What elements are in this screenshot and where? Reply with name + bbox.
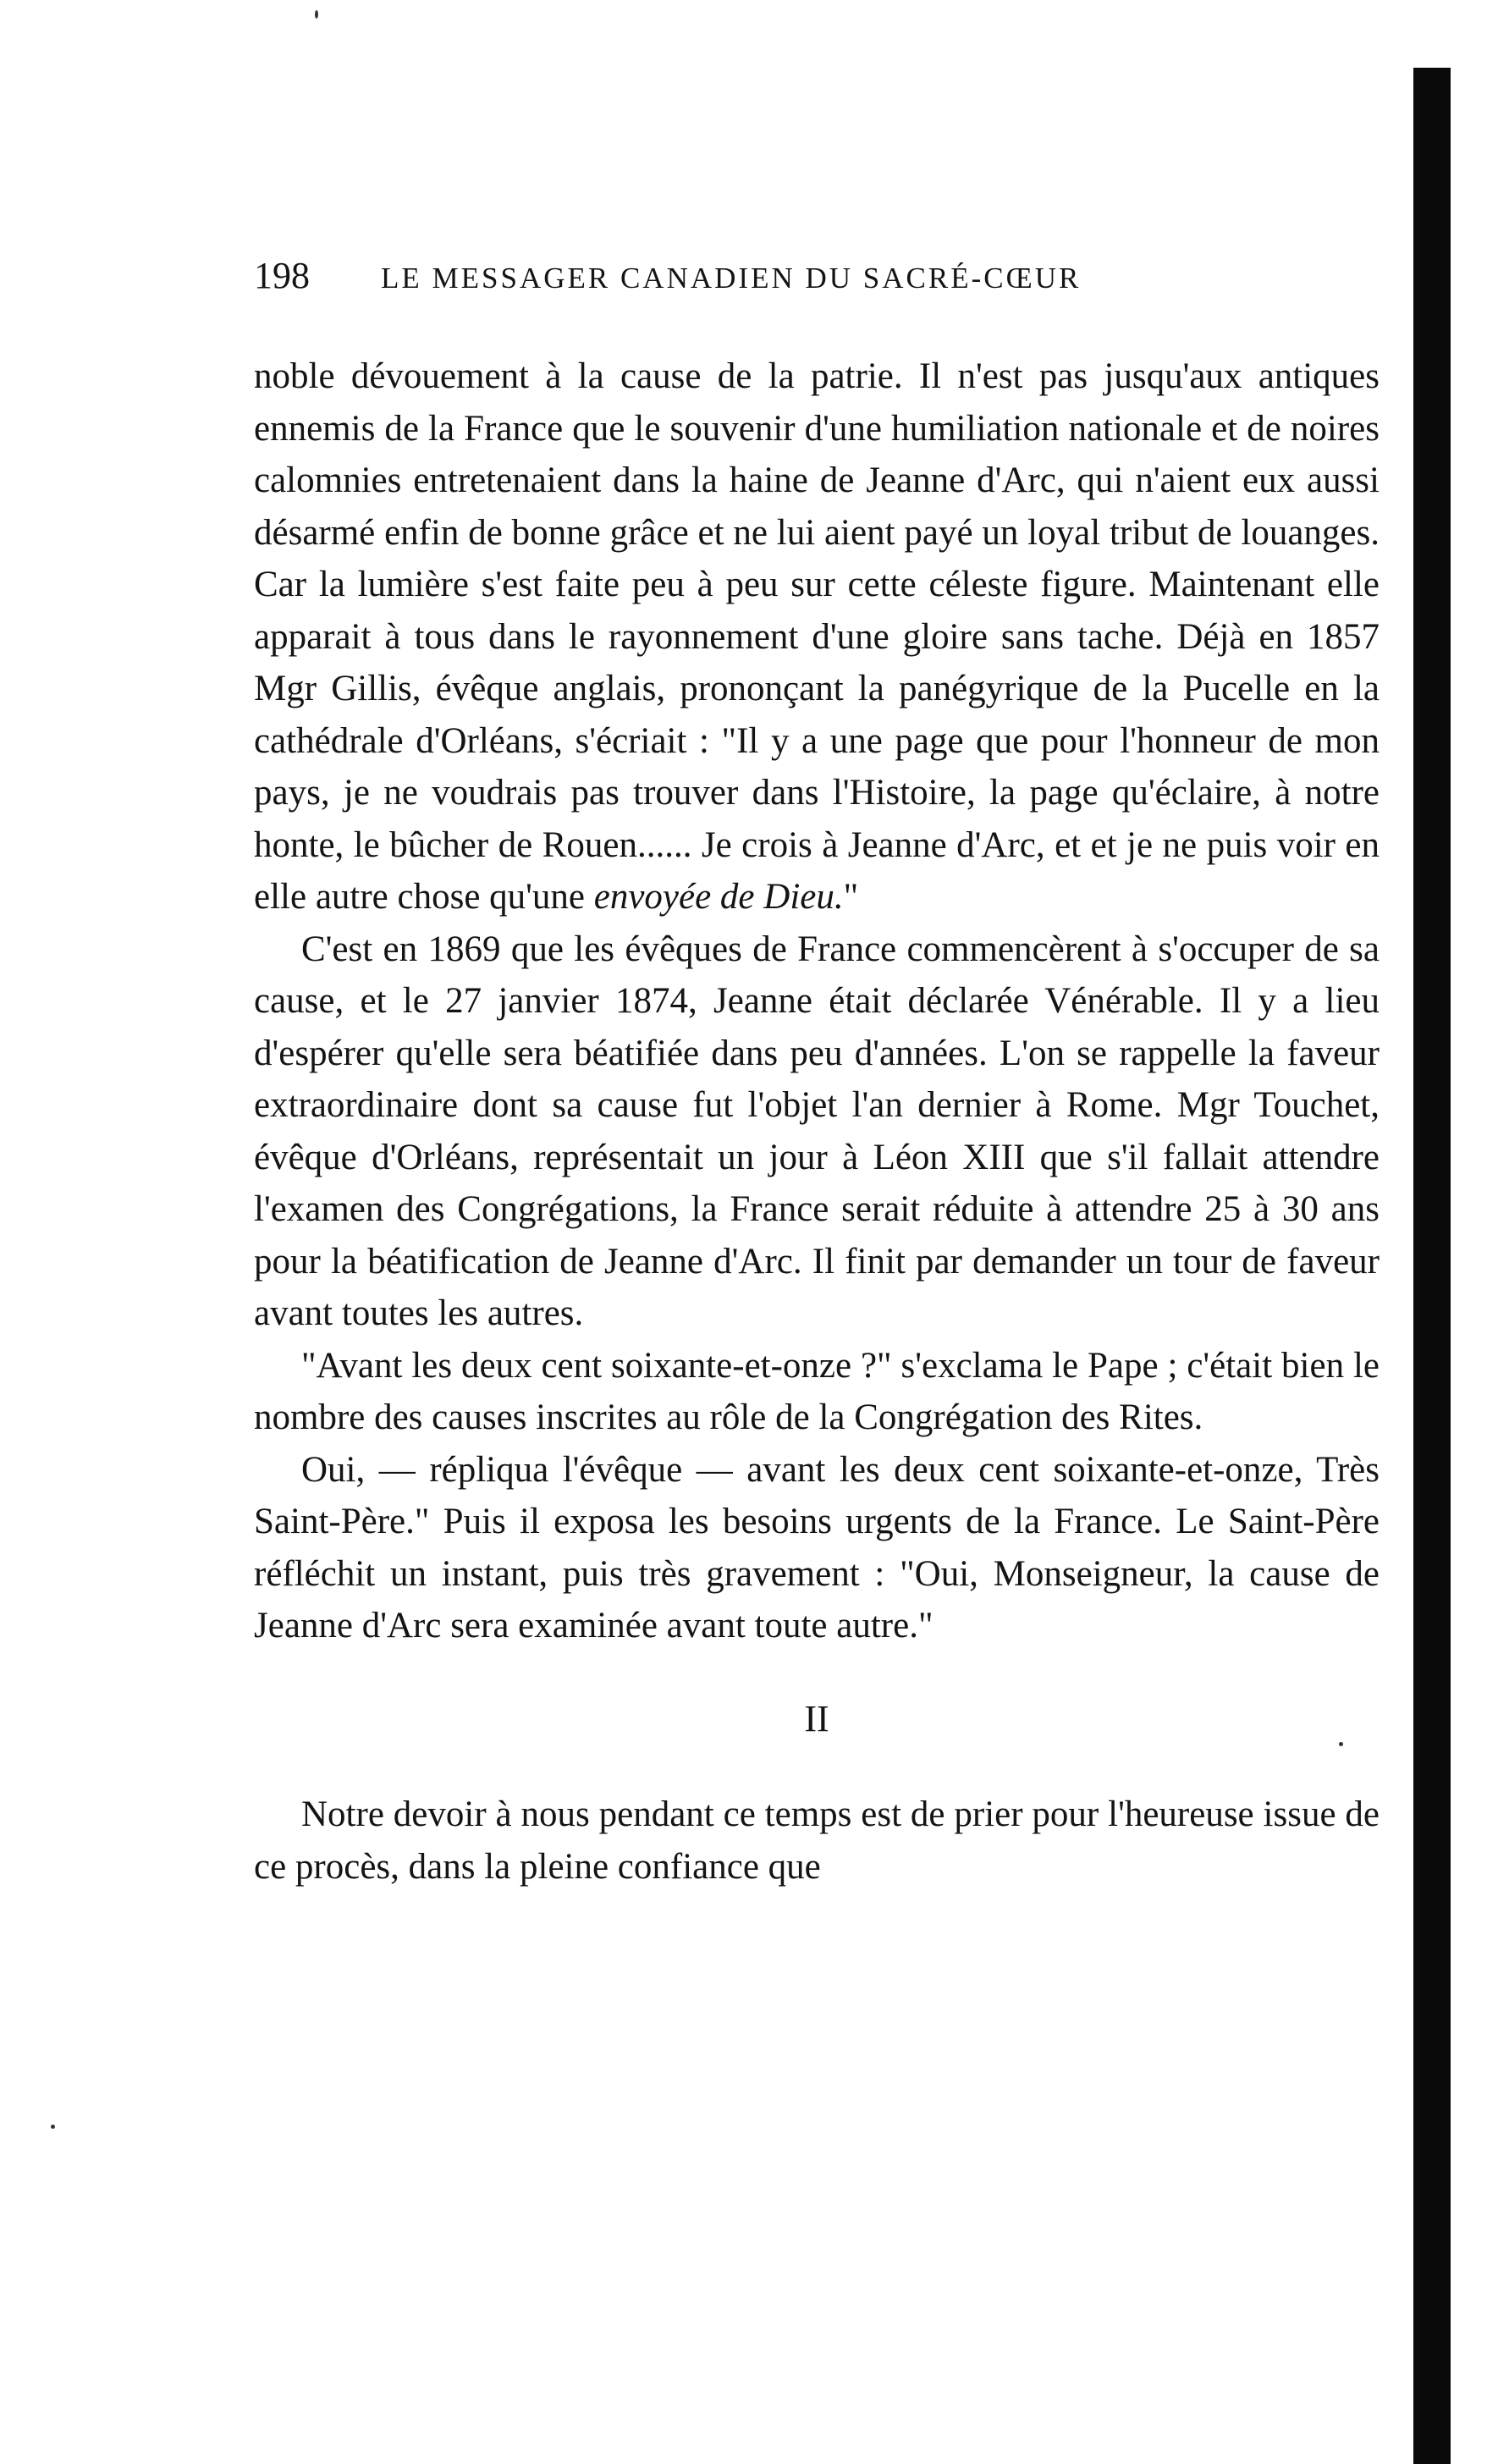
paragraph-4: Oui, — répliqua l'évêque — avant les deux cent soixante-et-onze, Très Saint-Père." Puis il exposa les besoins urgents de la France. Le Saint-Père réfléchit un instant, puis très gravement : "Oui, Monseigneur, la cause de Jeanne d'Arc sera examinée avant toute autre." (254, 1449, 1380, 1645)
book-page (254, 254, 1380, 1893)
page-header (254, 254, 1380, 313)
scan-speck (51, 2125, 55, 2129)
paragraph-1-text: noble dévouement à la cause de la patrie. Il n'est pas jusqu'aux antiques ennemis de la France que le souvenir d'une humiliation nationale et de noires calomnies entretenaient dans la haine de Jeanne d'Arc, qui n'aient eux aussi désarmé enfin de bonne grâce et ne lui aient payé un loyal tribut de louanges. Car la lumière s'est faite peu à peu sur cette céleste figure. Maintenant elle apparait à tous dans le rayonnement d'une gloire sans tache. Déjà en 1857 Mgr Gillis, évêque anglais, prononçant la panégyrique de la Pucelle en la cathédrale d'Orléans, s'écriait : "Il y a une page que pour l'honneur de mon pays, je ne voudrais pas trouver dans l'Histoire, la page qu'éclaire, à notre honte, le bûcher de Rouen...... Je crois à Jeanne d'Arc, et et je ne puis voir en elle autre chose qu'une (254, 356, 1380, 917)
paragraph-2: C'est en 1869 que les évêques de France commencèrent à s'occuper de sa cause, et le 27 janvier 1874, Jeanne était déclarée Vénérable. Il y a lieu d'espérer qu'elle sera béatifiée dans peu d'années. L'on se rappelle la faveur extraordinaire dont sa cause fut l'objet l'an dernier à Rome. Mgr Touchet, évêque d'Orléans, représentait un jour à Léon XIII que s'il fallait attendre l'examen des Congrégations, la France serait réduite à attendre 25 à 30 ans pour la béatification de Jeanne d'Arc. Il finit par demander un tour de faveur avant toutes les autres. (254, 929, 1380, 1333)
section-paragraph: Notre devoir à nous pendant ce temps est de prier pour l'heureuse issue de ce procès, dans la pleine confiance que (254, 1794, 1380, 1887)
scan-margin-bar (1413, 68, 1451, 2464)
italic-quote: envoyée de Dieu. (593, 877, 844, 917)
quote-close: " (843, 877, 859, 917)
paragraph-3: "Avant les deux cent soixante-et-onze ?" s'exclama le Pape ; c'était bien le nombre des causes inscrites au rôle de la Congrégation des Rites. (254, 1345, 1380, 1437)
scan-speck (315, 10, 318, 19)
paragraph-1 (254, 350, 1380, 923)
running-title: LE MESSAGER CANADIEN DU SACRÉ-CŒUR (381, 262, 1082, 295)
body-text (254, 350, 1380, 1893)
section-numeral: II (804, 1697, 829, 1739)
page-number: 198 (254, 255, 310, 296)
